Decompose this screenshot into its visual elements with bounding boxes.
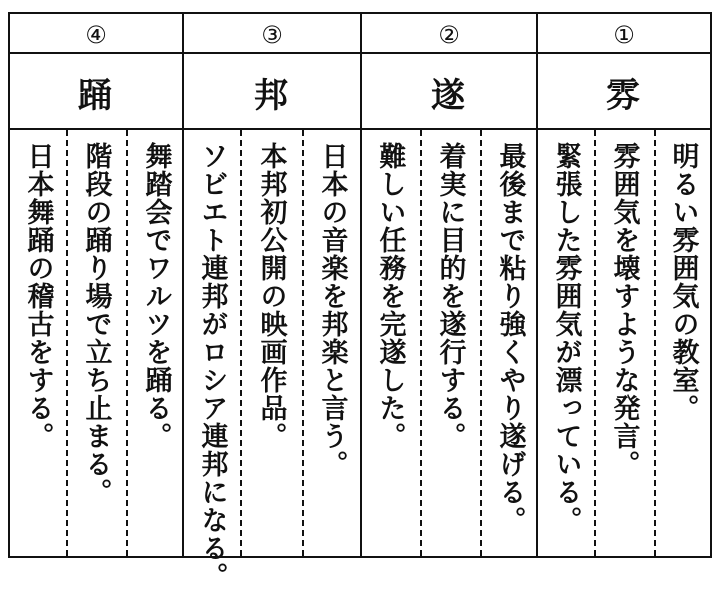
dashed-divider bbox=[126, 130, 128, 556]
example-sentence: 階段の踊り場で立ち止まる。 bbox=[80, 142, 112, 506]
group-number: ① bbox=[613, 21, 635, 49]
group-number: ② bbox=[438, 21, 460, 49]
group-number: ③ bbox=[261, 21, 283, 49]
dashed-divider bbox=[594, 130, 596, 556]
group-kanji: 邦 bbox=[254, 75, 290, 116]
kanji-worksheet bbox=[8, 12, 712, 590]
dashed-divider bbox=[66, 130, 68, 556]
group-number: ④ bbox=[85, 21, 107, 49]
dashed-divider bbox=[302, 130, 304, 556]
example-sentence: 雰囲気を壊すような発言。 bbox=[608, 142, 640, 478]
example-sentence: 舞踏会でワルツを踊る。 bbox=[140, 142, 172, 450]
example-sentence: 日本舞踊の稽古をする。 bbox=[22, 142, 54, 450]
example-sentence: 日本の音楽を邦楽と言う。 bbox=[316, 142, 348, 478]
dashed-divider bbox=[420, 130, 422, 556]
example-sentence: 明るい雰囲気の教室。 bbox=[667, 142, 699, 422]
dashed-divider bbox=[240, 130, 242, 556]
dashed-divider bbox=[654, 130, 656, 556]
group-kanji: 遂 bbox=[431, 75, 467, 116]
dashed-divider bbox=[480, 130, 482, 556]
group-kanji: 雰 bbox=[606, 75, 642, 116]
example-sentence: 本邦初公開の映画作品。 bbox=[255, 142, 287, 450]
example-sentence: ソビエト連邦がロシア連邦になる。 bbox=[196, 142, 228, 590]
group-kanji: 踊 bbox=[78, 75, 114, 116]
example-sentence: 緊張した雰囲気が漂っている。 bbox=[550, 142, 582, 534]
example-sentence: 難しい任務を完遂した。 bbox=[374, 142, 406, 450]
example-sentence: 最後まで粘り強くやり遂げる。 bbox=[494, 142, 526, 534]
example-sentence: 着実に目的を遂行する。 bbox=[434, 142, 466, 450]
